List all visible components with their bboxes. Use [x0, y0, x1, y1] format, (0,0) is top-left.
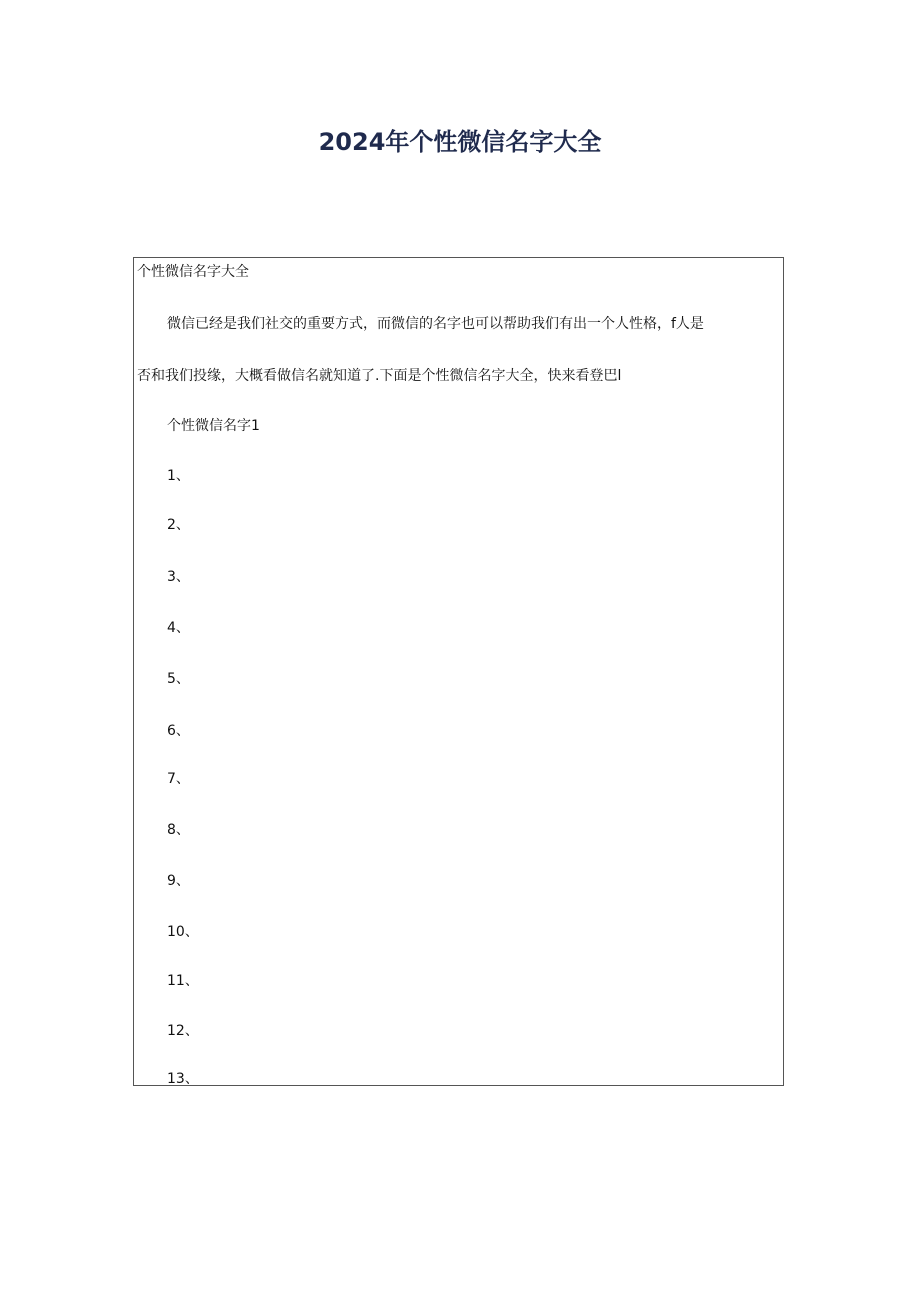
- content-box: [133, 257, 784, 1086]
- list-item: 13、: [167, 1071, 199, 1086]
- list-item: 12、: [167, 1023, 199, 1039]
- list-item: 1、: [167, 468, 190, 484]
- box-heading: 个性微信名字大全: [137, 264, 249, 280]
- list-item: 3、: [167, 569, 190, 585]
- list-item: 2、: [167, 517, 190, 533]
- list-item: 10、: [167, 924, 199, 940]
- list-item: 11、: [167, 973, 199, 989]
- intro-paragraph-line-2: 否和我们投缘，大概看做信名就知道了.下面是个性微信名字大全，快来看登巴l: [137, 368, 622, 384]
- list-item: 5、: [167, 671, 190, 687]
- document-title: 2024年个性微信名字大全: [318, 128, 602, 156]
- list-item: 9、: [167, 873, 190, 889]
- section-heading: 个性微信名字1: [167, 418, 260, 434]
- list-item: 8、: [167, 822, 190, 838]
- list-item: 7、: [167, 771, 190, 787]
- list-item: 6、: [167, 723, 190, 739]
- intro-paragraph-line-1: 微信已经是我们社交的重要方式，而微信的名字也可以帮助我们有出一个人性格，f人是: [167, 316, 704, 332]
- list-item: 4、: [167, 620, 190, 636]
